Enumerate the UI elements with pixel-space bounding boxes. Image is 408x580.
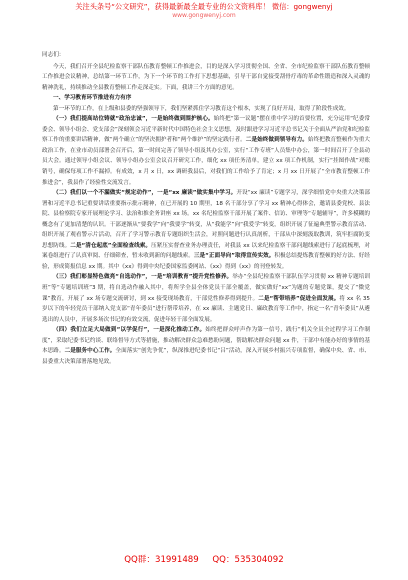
- paragraph-text: 举办“全县纪检监察干部队伍学习贯彻 xx 精神专题培训班”等“专题培训班”3 期，将自选动作融入其中，将所学全县全体党员干部全覆盖，做实做好“xx”为题的专题党课，提交了“微党课”教育，开展了 xx 场专题交流研讨，到 xx 接受现场教育，干部党性修养得到提升。: [42, 274, 370, 302]
- paragraph-text: 始终把教育整顿作为重大政治工作，在业市动员部署会召开后，第一时间完善了领导小组及其办公室，实行“工作专班”人员集中办公，第一时间召开了全县动员大会。通过领导小组会议、领导小组办公室会议召开研究工作，细化 xx 项任务清单，建立 xx 项工作机制，实行“挂图作战”对账销号，确保每项工作不漏掉。有成效，x 月 x 日，xx 调研我县后，对我们的工作给予了肯定；x 月 xx 日开展了“全市教育整顿工作推进会”，我县作了经验性交流发言。: [42, 137, 370, 186]
- speech-body: [42, 50, 370, 367]
- political-loyalty-paragraph: [42, 114, 370, 188]
- banner-text: 关注头条号“公文研究”，获得最新最全最专业的公文资料库！ 微信：gongwenyj: [75, 2, 333, 11]
- paragraph-text: 全面落实“创先争优”，纵深推进纪委书记“吕”活动，深入开展乡村振兴专项监督，确保中央、省、市、县委重大决策部署落地见效。: [42, 348, 370, 365]
- learning-to-action-paragraph: [42, 325, 370, 367]
- section-intro-paragraph: 第一环节的工作，在上级和县委的坚强领导下，我们坚紧抓住学习教育这个根本，实现了良好开局，取得了阶段性成效。: [53, 105, 350, 112]
- salutation: 同志们：: [42, 52, 65, 58]
- section-heading: 一、学习教育环节推进有力有序: [53, 95, 132, 102]
- intro-paragraph: 今天，我们召开全县纪检监察干部队伍教育整顿工作推进会，目的是深入学习贯彻全国、全省、全市纪检监察干部队伍教育整顿工作推进会议精神，总结第一环节工作，为下一个环节的工作打下思想基础，引导干部自觉接受刮骨疗毒的革命性锻造和深入灵魂的精神洗礼，持续推动全县教育整顿工作走深走实。下面，我讲三个方面的意见。: [42, 63, 370, 91]
- subheading-positive-guidance: 三是“正面导向”取得宣传实效。: [193, 253, 275, 260]
- paragraph-text: 开设“xx 廉读”专题学习，深学细悟党中央重大决策部署和习近平总书记重要讲话重要指示批示精神，在已开展的 10 期里，18 名干部分享了学习 xx 精神心得体会，邀请县委党校、县法院、县检察院专家开展理论学习、法治和推企务讲座 xx 场。xx 名纪检监察干部开展了案件、信访、审理等“专题辅导”，许多模糊的概念有了更加清楚的认识。干部逐渐从“要我学”向“我要学”转变，从“我能学”向“我爱学”转变，组织开展了征遍典型警示教育活动、组织开展了观看警示片活动，召开了学习警示教育专题组织生活会，对照问题进行认真剖析，干部从中深刻汲取教训，筑牢拒腐防变思想防线。: [42, 190, 370, 249]
- subheading-leadership: 二是始终做到领导有力。: [245, 137, 308, 144]
- subheading-central-work: 二是服务中心工作。: [64, 348, 116, 355]
- watermark-url: www.gongwenyj.com: [172, 12, 236, 19]
- optional-actions-paragraph: [42, 272, 370, 325]
- subheading-clue-review: 二是“清仓起底”全面检查线索。: [70, 242, 152, 249]
- required-actions-paragraph: [42, 188, 370, 272]
- subheading-learning-to-action: （四）我们立足大局做到“以学促行”，一是深化推动工作。: [53, 327, 206, 334]
- subheading-mentoring: 二是“帮带培养”促进全面发展。: [258, 295, 340, 302]
- paragraph-text: 积极总结提炼教育整顿的好方法、好经验，形成简报信息 xx 期。其中《xx》得到中央纪委国家监委网站、《xx》得到《xx》的刊登转发。: [42, 253, 370, 270]
- contact-footer: QQ群：31991489 QQ：535304092: [124, 555, 284, 565]
- subheading-required-actions: （二）我们以一个不漏做实“规定动作”，一是“xx 廉读”做实集中学习。: [53, 190, 237, 197]
- paragraph-text: 压紧压实督查业务办理责任，对我县 xx 以来纪检监察干部问题线索进行了起底梳理，对案卷组进行了认真审阅、仔细筛查，暂未收到新的问题线索。: [42, 242, 370, 260]
- promo-banner: [36, 2, 372, 20]
- subheading-political-loyalty: （一）我们提高站位铸就“政治忠诚”，一是始终做到围护核心。: [53, 116, 214, 123]
- subheading-training: （三）我们彰显特色做亮“自选动作”，一是“培训教育”提升党性修养。: [53, 274, 233, 281]
- paragraph-text: 始终把群众呼声作为第一信号，践行“机关全员全过程学习工作制度”，采取纪委书记约谈、联络督导方式等措施，推动解决群众急难愁盼问题，帮助解决群众问题 xx 件，干部中有能办好的事情的基本思路。: [42, 327, 370, 355]
- paragraph-text: 始终把“第一议题”摆在重中学习的首要位置，充分运用“纪委常委会、领导小组会、党支部会”深刻领会习近平新时代中国特色社会主义思想，及时跟进学习习近平总书记关于全面从严治党和纪检监察工作的重要讲话精神，做“两个确立”的坚决拥护者和“两个维护”的坚定践行者。: [42, 116, 370, 144]
- paragraph-text: 将 xx 名 35 岁以下的年轻党员干部纳入党支部“青年委员”进行帮带培养，在 xx 廉读、主题党日、廉政教育等工作中，指定一名“青年委员”从遴选出的人员中，开展多场次书记的有效交流，促进年轻干部全面发展。: [42, 295, 370, 323]
